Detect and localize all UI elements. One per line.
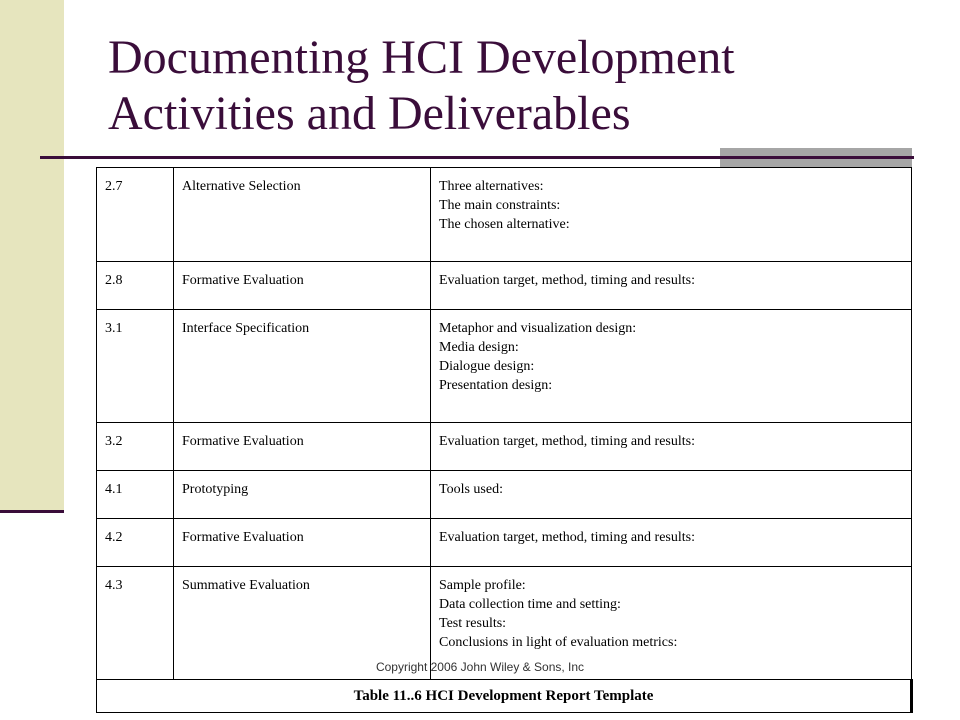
deliverable-line: Evaluation target, method, timing and results:: [439, 434, 695, 449]
deliverable-line: Evaluation target, method, timing and results:: [439, 273, 695, 288]
deliverables-cell: [431, 519, 912, 567]
deliverable-line: The chosen alternative:: [439, 217, 570, 232]
table-row: [97, 471, 912, 519]
deliverable-line: Test results:: [439, 616, 507, 631]
activity-cell: Formative Evaluation: [174, 519, 431, 567]
step-number-cell: 4.3: [97, 567, 174, 680]
table-caption: Table 11..6 HCI Development Report Template: [97, 680, 912, 713]
table-row: [97, 423, 912, 471]
title-divider-rule: [40, 156, 914, 159]
report-template-table: [96, 167, 913, 713]
activity-cell: Summative Evaluation: [174, 567, 431, 680]
table-row: [97, 310, 912, 423]
deliverables-cell: [431, 262, 912, 310]
table-row: [97, 168, 912, 262]
slide-title-line-1: Documenting HCI Development: [108, 31, 735, 84]
deliverables-cell: [431, 423, 912, 471]
deliverable-line: Dialogue design:: [439, 359, 535, 374]
deliverables-cell: [431, 310, 912, 423]
deliverable-line: Data collection time and setting:: [439, 597, 621, 612]
deliverable-line: Sample profile:: [439, 578, 526, 593]
deliverable-line: Conclusions in light of evaluation metrics:: [439, 635, 678, 650]
activity-cell: Formative Evaluation: [174, 262, 431, 310]
step-number-cell: 2.8: [97, 262, 174, 310]
activity-cell: Alternative Selection: [174, 168, 431, 262]
deliverable-line: Evaluation target, method, timing and results:: [439, 530, 695, 545]
side-accent-bar: [0, 0, 64, 510]
deliverable-line: Three alternatives:: [439, 179, 544, 194]
copyright-footer: Copyright 2006 John Wiley & Sons, Inc: [375, 660, 585, 674]
step-number-cell: 2.7: [97, 168, 174, 262]
activity-cell: Formative Evaluation: [174, 423, 431, 471]
slide-title: [108, 30, 928, 142]
step-number-cell: 4.1: [97, 471, 174, 519]
deliverables-cell: [431, 471, 912, 519]
table-row: [97, 262, 912, 310]
deliverable-line: The main constraints:: [439, 198, 561, 213]
table-row: [97, 519, 912, 567]
activity-cell: Prototyping: [174, 471, 431, 519]
deliverable-line: Tools used:: [439, 482, 503, 497]
slide-title-line-2: Activities and Deliverables: [108, 87, 631, 140]
table-caption-row: [97, 680, 912, 713]
deliverable-line: Presentation design:: [439, 378, 553, 393]
step-number-cell: 4.2: [97, 519, 174, 567]
deliverables-cell: [431, 168, 912, 262]
step-number-cell: 3.2: [97, 423, 174, 471]
step-number-cell: 3.1: [97, 310, 174, 423]
deliverable-line: Media design:: [439, 340, 519, 355]
deliverable-line: Metaphor and visualization design:: [439, 321, 637, 336]
side-accent-rule: [0, 510, 64, 513]
activity-cell: Interface Specification: [174, 310, 431, 423]
